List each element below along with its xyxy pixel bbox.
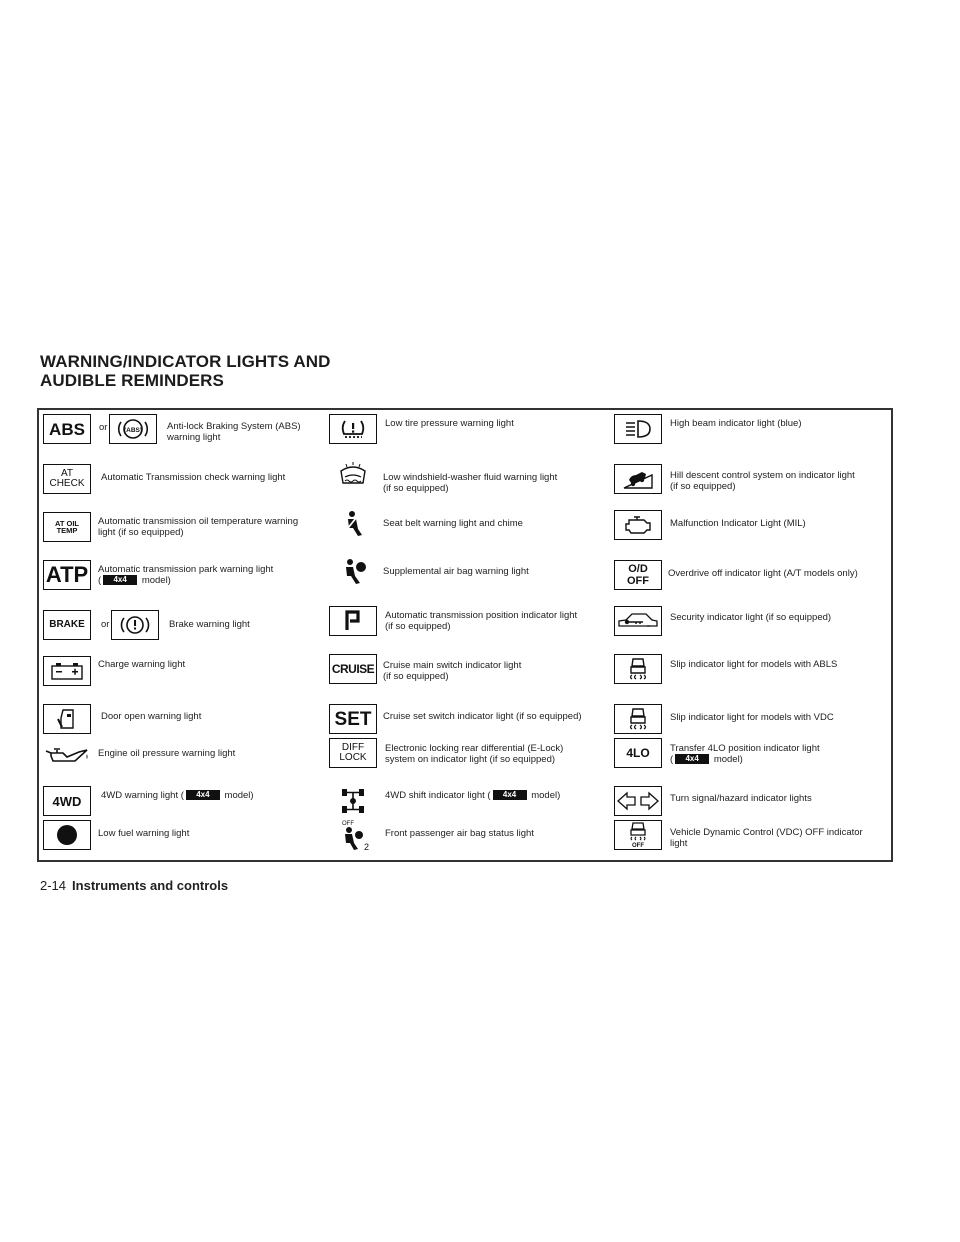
4wd-shift-icon (329, 786, 377, 816)
4wd-icon-text: 4WD (52, 793, 82, 809)
overdrive-off-label: Overdrive off indicator light (A/T models only) (668, 568, 858, 579)
oil-pressure-label: Engine oil pressure warning light (98, 748, 236, 759)
position-indicator-label: Automatic transmission position indicator light (if so equipped) (385, 610, 578, 632)
vdc-off-label: Vehicle Dynamic Control (VDC) OFF indicator light (670, 827, 863, 849)
airbag-icon (329, 556, 377, 586)
battery-icon (43, 656, 91, 686)
model-4x4-chip: 4x4 (186, 790, 220, 800)
diff-lock-icon (329, 738, 377, 768)
atp-icon (43, 560, 91, 590)
abs-label: Anti-lock Braking System (ABS) warning light (167, 421, 301, 443)
turn-signal-icon (614, 786, 662, 816)
section-title-line-2: AUDIBLE REMINDERS (40, 371, 224, 390)
abs-circle-icon (109, 414, 157, 444)
atp-label (98, 564, 273, 586)
passenger-airbag-seat-number: 2 (364, 842, 370, 850)
slip-vdc-label: Slip indicator light for models with VDC (670, 712, 834, 723)
or-text: or (99, 422, 108, 433)
transfer-4lo-label-a: Transfer 4LO position indicator light (670, 743, 820, 754)
atp-icon-text: ATP (45, 562, 89, 587)
seat-belt-label: Seat belt warning light and chime (383, 518, 523, 529)
4wd-shift-label-a: 4WD shift indicator light ( (385, 790, 491, 801)
4wd-warning-label-a: 4WD warning light ( (101, 790, 184, 801)
cruise-set-label: Cruise set switch indicator light (if so equipped) (383, 711, 582, 722)
seat-belt-icon (329, 508, 377, 538)
fuel-dot-icon (43, 820, 91, 850)
cruise-icon (329, 654, 377, 684)
at-check-icon (43, 464, 91, 494)
washer-fluid-label: Low windshield-washer fluid warning light (if so equipped) (383, 472, 558, 494)
section-title (40, 352, 331, 390)
brake-text-icon (43, 610, 91, 640)
security-car-icon (614, 606, 662, 636)
tire-pressure-icon (329, 414, 377, 444)
or-text: or (101, 619, 110, 630)
slip-abls-label: Slip indicator light for models with ABLS (670, 659, 838, 670)
engine-icon (614, 510, 662, 540)
model-4x4-chip: 4x4 (493, 790, 527, 800)
atp-label-open: ( (98, 575, 102, 586)
4wd-warning-label-c: model) (224, 790, 254, 801)
model-4x4-chip: 4x4 (103, 575, 137, 585)
passenger-airbag-off-text: OFF (342, 821, 354, 827)
at-oil-temp-label: Automatic transmission oil temperature warning light (if so equipped) (98, 516, 299, 538)
oil-can-icon (43, 740, 91, 770)
high-beam-icon (614, 414, 662, 444)
atp-label-line: Automatic transmission park warning light (98, 564, 274, 575)
4lo-icon-text: 4LO (626, 746, 650, 760)
od-off-icon (614, 560, 662, 590)
abs-text-icon (43, 414, 91, 444)
mil-label: Malfunction Indicator Light (MIL) (670, 518, 806, 529)
section-title-line-1: WARNING/INDICATOR LIGHTS AND (40, 352, 331, 371)
low-fuel-label: Low fuel warning light (98, 828, 190, 839)
4wd-warning-label (101, 790, 254, 801)
indicator-panel (37, 408, 893, 862)
4wd-shift-label-c: model) (531, 790, 561, 801)
set-icon-text: SET (334, 708, 372, 730)
4lo-icon (614, 738, 662, 768)
washer-fluid-icon (329, 458, 377, 488)
slip-icon (614, 704, 662, 734)
brake-label: Brake warning light (169, 619, 250, 630)
security-label: Security indicator light (if so equipped) (670, 612, 832, 623)
at-oil-temp-icon (43, 512, 91, 542)
charge-label: Charge warning light (98, 659, 186, 670)
at-check-label: Automatic Transmission check warning light (101, 472, 286, 483)
4wd-icon (43, 786, 91, 816)
page-number: 2-14 (40, 878, 67, 893)
transfer-4lo-label (670, 743, 820, 765)
passenger-airbag-icon (329, 820, 377, 850)
diff-lock-icon-text: DIFF LOCK (339, 742, 367, 763)
hill-descent-icon (614, 464, 662, 494)
at-check-icon-text: AT CHECK (49, 468, 85, 489)
transfer-4lo-label-b: ( (670, 754, 674, 765)
abs-circle-text: (ABS) (123, 427, 143, 434)
abs-icon-text: ABS (49, 419, 85, 439)
airbag-label: Supplemental air bag warning light (383, 566, 529, 577)
set-icon (329, 704, 377, 734)
passenger-airbag-label: Front passenger air bag status light (385, 828, 534, 839)
high-beam-label: High beam indicator light (blue) (670, 418, 802, 429)
door-open-label: Door open warning light (101, 711, 202, 722)
hill-descent-label: Hill descent control system on indicator light (if so equipped) (670, 470, 855, 492)
od-off-icon-text: O/D OFF (627, 563, 649, 587)
door-open-icon (43, 704, 91, 734)
turn-signal-label: Turn signal/hazard indicator lights (670, 793, 812, 804)
cruise-main-label: Cruise main switch indicator light (if so equipped) (383, 660, 522, 682)
tire-pressure-label: Low tire pressure warning light (385, 418, 514, 429)
chapter-title: Instruments and controls (72, 878, 229, 893)
brake-circle-icon (111, 610, 159, 640)
page-footer (40, 878, 228, 893)
diff-lock-label: Electronic locking rear differential (E-Lock) system on indicator light (if so equipped) (385, 743, 564, 765)
transfer-4lo-label-c: model) (713, 754, 743, 765)
vdc-off-icon-text: OFF (632, 843, 644, 849)
position-p-icon (329, 606, 377, 636)
slip-icon (614, 654, 662, 684)
cruise-icon-text: CRUISE (331, 662, 375, 676)
brake-icon-text: BRAKE (49, 619, 85, 630)
at-oil-temp-icon-text: AT OIL TEMP (54, 518, 80, 535)
vdc-off-icon (614, 820, 662, 850)
model-4x4-chip: 4x4 (675, 754, 709, 764)
atp-label-close: model) (141, 575, 171, 586)
4wd-shift-label (385, 790, 560, 801)
